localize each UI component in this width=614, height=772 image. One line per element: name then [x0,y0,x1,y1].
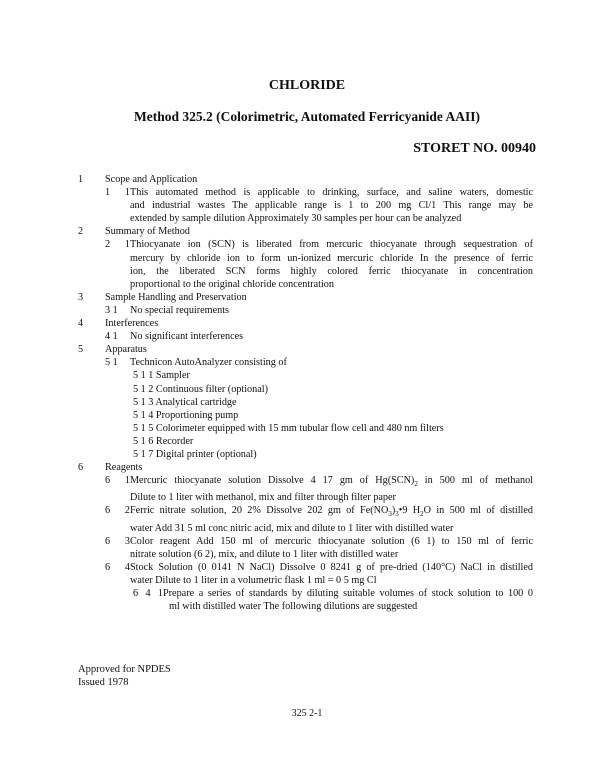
apparatus-item: 5 1 3 Analytical cartridge [133,396,237,408]
section-6-1-line: Dilute to 1 liter with methanol, mix and filter through filter paper [130,492,396,504]
section-6-heading: 6 Reagents [78,462,143,474]
section-5-heading: 5 Apparatus [78,344,147,356]
section-6-3-line: nitrate solution (6 2), mix, and dilute to 1 liter with distilled water [130,548,399,560]
section-2-1-line: proportional to the original chloride concentration [130,278,334,290]
apparatus-item: 5 1 4 Proportioning pump [133,409,239,421]
section-4-1-line: 4 1 No significant interferences [105,331,244,343]
section-3-1-line: 3 1 No special requirements [105,304,230,316]
section-6-4-line: water Dilute to 1 liter in a volumetric flask 1 ml = 0 5 mg Cl [130,574,377,586]
method-subtitle: Method 325.2 (Colorimetric, Automated Ferricyanide AAII) [133,109,481,124]
apparatus-item: 5 1 1 Sampler [133,370,190,382]
approval-footer [78,663,171,689]
section-1-1-line: and industrial wastes The applicable range is 1 to 200 mg Cl/1 This range may be [130,200,533,212]
page-number: 325 2-1 [291,708,323,719]
apparatus-item: 5 1 7 Digital printer (optional) [133,448,257,460]
section-2-1-line: mercury by chloride ion to form un-ionized mercuric chloride In the presence of ferric [130,252,533,264]
section-2-1-line: ion, the liberated SCN forms highly colored ferric thiocyanate in concentration [130,265,533,277]
section-6-4-1-line: 6 4 1Prepare a series of standards by diluting suitable volumes of stock solution to 100 0 [133,587,533,599]
section-4-heading: 4 Interferences [78,318,159,330]
section-6-1-line: 6 1Mercuric thiocyanate solution Dissolve 4 17 gm of $Hg(SCN)_2$ in 500 ml of methanol [105,475,533,489]
section-3-heading: 3 Sample Handling and Preservation [78,291,247,303]
approved-note: Approved for NPDES [78,664,171,675]
section-1-1-line: 1 1This automated method is applicable to drinking, surface, and saline waters, domestic [105,187,533,199]
apparatus-item: 5 1 6 Recorder [133,435,194,447]
apparatus-item: 5 1 2 Continuous filter (optional) [133,383,268,395]
section-1-1-line: extended by sample dilution Approximately 30 samples per hour can be analyzed [130,213,462,225]
storet-number: STORET NO. 00940 [413,141,536,156]
section-6-4-line: 6 4Stock Solution (0 0141 N NaCl) Dissolve 0 8241 g of pre-dried (140°C) NaCl in distilled [105,561,533,573]
section-2-1-line: 2 1Thiocyanate ion (SCN) is liberated from mercuric thiocyanate through sequestration of [105,239,533,251]
section-6-4-1-line: ml with distilled water The following dilutions are suggested [169,601,418,613]
apparatus-item: 5 1 5 Colorimeter equipped with 15 mm tubular flow cell and 480 nm filters [133,422,444,434]
section-6-2-line: water Add 31 5 ml conc nitric acid, mix and dilute to 1 liter with distilled water [130,522,454,534]
section-1-heading: 1 Scope and Application [78,174,198,185]
section-6-3-line: 6 3Color reagent Add 150 ml of mercuric thiocyanate solution (6 1) to 150 ml of ferric [105,535,533,547]
section-5-1-line: 5 1 Technicon AutoAnalyzer consisting of [105,357,287,369]
issued-note: Issued 1978 [78,677,129,688]
section-2-heading: 2 Summary of Method [78,226,190,238]
document-body [78,173,533,613]
section-6-2-line: 6 2Ferric nitrate solution, 20 2% Dissolve 202 gm of $Fe(NO_3)_3•9$ $H_2O$ in 500 ml of distilled [105,505,533,519]
page-title: CHLORIDE [268,78,346,93]
